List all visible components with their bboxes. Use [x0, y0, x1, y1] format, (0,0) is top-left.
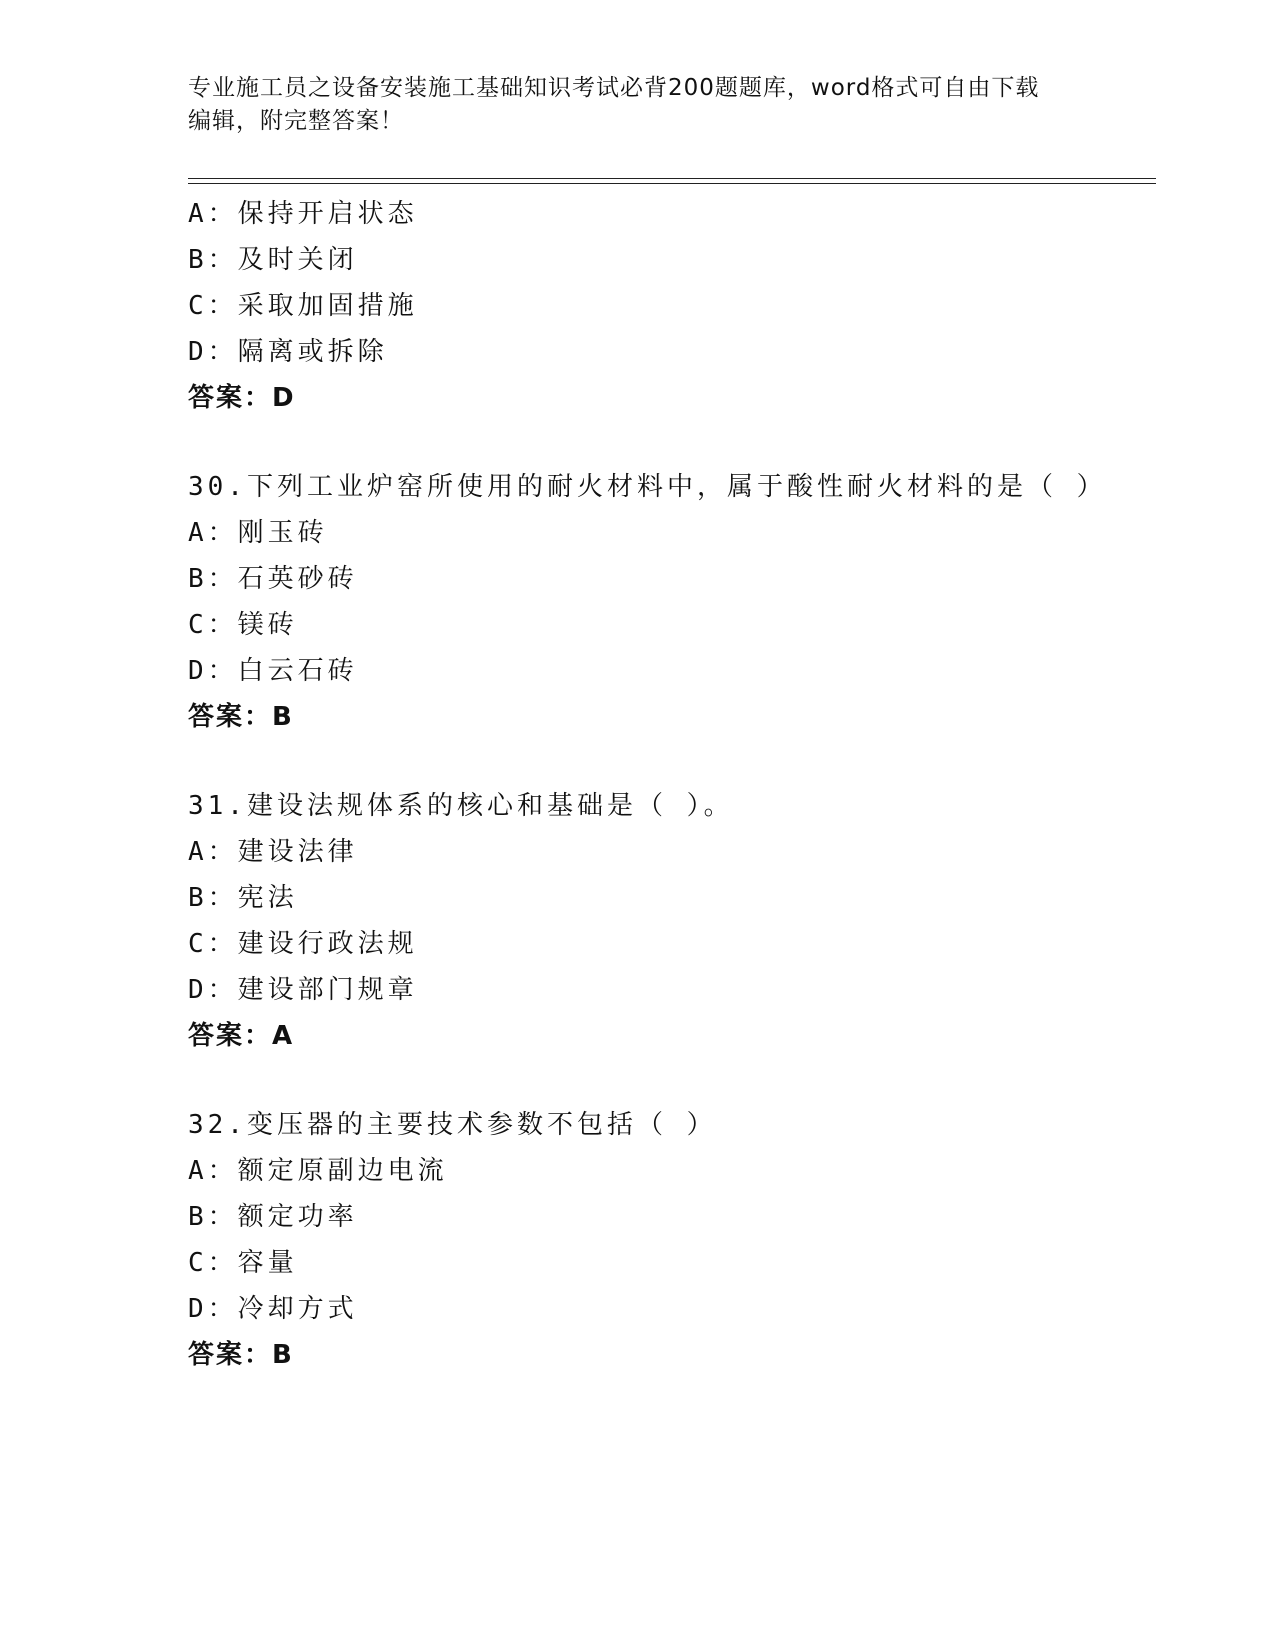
- option-a: A：保持开启状态: [188, 199, 418, 229]
- option-b: B：及时关闭: [188, 245, 358, 275]
- option-b: B：额定功率: [188, 1202, 358, 1232]
- document-header: [188, 72, 1088, 138]
- option-d: D：建设部门规章: [188, 975, 418, 1005]
- option-a: A：额定原副边电流: [188, 1156, 448, 1186]
- option-d: D：白云石砖: [188, 656, 358, 686]
- question-list: [188, 191, 1156, 1378]
- question-31-block: [188, 783, 1156, 1059]
- header-line-1: 专业施工员之设备安装施工基础知识考试必背200题题库，word格式可自由下载: [188, 75, 1040, 101]
- answer-label: 答案：A: [188, 1021, 295, 1051]
- question-text: 30.下列工业炉窑所使用的耐火材料中，属于酸性耐火材料的是（ ）: [188, 472, 1107, 502]
- option-d: D：隔离或拆除: [188, 337, 388, 367]
- option-a: A：刚玉砖: [188, 518, 328, 548]
- option-c: C：建设行政法规: [188, 929, 418, 959]
- question-text: 32.变压器的主要技术参数不包括（ ）: [188, 1110, 717, 1140]
- spacer: [188, 1059, 1156, 1102]
- option-c: C：镁砖: [188, 610, 298, 640]
- option-b: B：石英砂砖: [188, 564, 358, 594]
- header-divider-bottom: [188, 183, 1156, 184]
- question-text: 31.建设法规体系的核心和基础是（ ）。: [188, 791, 734, 821]
- option-c: C：容量: [188, 1248, 298, 1278]
- spacer: [188, 421, 1156, 464]
- option-b: B：宪法: [188, 883, 298, 913]
- answer-label: 答案：B: [188, 702, 294, 732]
- option-a: A：建设法律: [188, 837, 358, 867]
- option-c: C：采取加固措施: [188, 291, 418, 321]
- spacer: [188, 740, 1156, 783]
- option-d: D：冷却方式: [188, 1294, 358, 1324]
- header-divider-top: [188, 178, 1156, 179]
- header-line-2: 编辑，附完整答案！: [188, 108, 404, 134]
- answer-label: 答案：B: [188, 1340, 294, 1370]
- question-29-block: [188, 191, 1156, 421]
- question-30-block: [188, 464, 1156, 740]
- question-32-block: [188, 1102, 1156, 1378]
- answer-label: 答案：D: [188, 383, 296, 413]
